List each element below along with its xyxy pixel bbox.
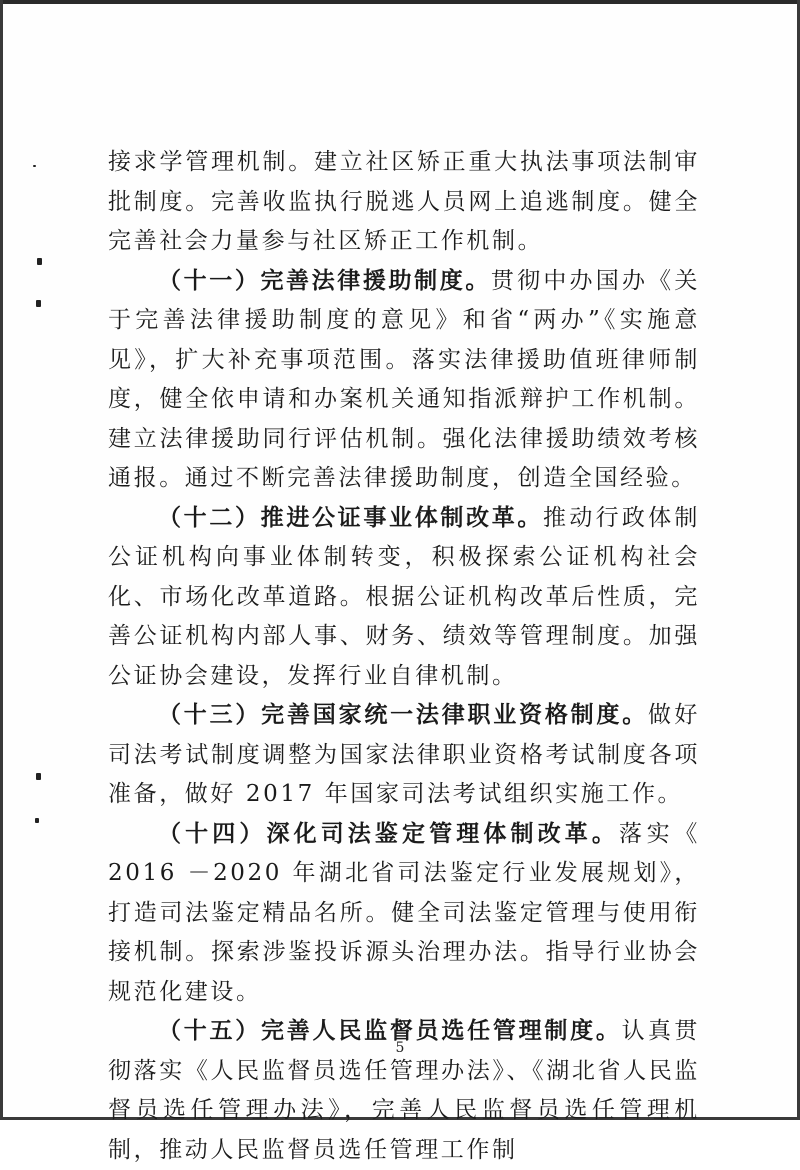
paragraph-item-12 bbox=[108, 499, 700, 697]
paragraph-text: 接求学管理机制。建立社区矫正重大执法事项法制审批制度。完善收监执行脱逃人员网上追逃制度。健全完善社会力量参与社区矫正工作机制。 bbox=[108, 149, 700, 254]
paragraph-item-11 bbox=[108, 262, 700, 499]
page-number: 5 bbox=[395, 1040, 405, 1056]
paragraph-text: 推动行政体制公证机构向事业体制转变，积极探索公证机构社会化、市场化改革道路。根据公证机构改革后性质，完善公证机构内部人事、财务、绩效等管理制度。加强公证协会建设，发挥行业自律机制。 bbox=[108, 504, 700, 689]
paragraph-continuation bbox=[108, 143, 700, 262]
paragraph-heading: （十二）推进公证事业体制改革。 bbox=[158, 504, 544, 531]
paragraph-heading: （十一）完善法律援助制度。 bbox=[158, 267, 491, 294]
paragraph-heading: （十四）深化司法鉴定管理体制改革。 bbox=[158, 820, 619, 847]
paragraph-heading: （十五）完善人民监督员选任管理制度。 bbox=[158, 1018, 622, 1044]
scan-border-top bbox=[0, 0, 800, 4]
paragraph-text: 认真贯彻落实《人民监督员选任管理办法》、《湖北省人民监督员选任管理办法》，完善人民监督员选任管理机制，推动人民监督员选任管理工作制 bbox=[108, 1018, 700, 1163]
document-body bbox=[108, 143, 700, 1170]
paragraph-text: 落实《 2016 －2020 年湖北省司法鉴定行业发展规划》，打造司法鉴定精品名所。健全司法鉴定管理与使用衔接机制。探索涉鉴投诉源头治理办法。指导行业协会规范化建设。 bbox=[108, 820, 700, 1005]
scan-speck bbox=[35, 818, 39, 823]
paragraph-text: 贯彻中办国办《关于完善法律援助制度的意见》和省“两办”《实施意见》，扩大补充事项范围。落实法律援助值班律师制度，健全依申请和办案机关通知指派辩护工作机制。建立法律援助同行评估机制。强化法律援助绩效考核通报。通过不断完善法律援助制度，创造全国经验。 bbox=[108, 267, 700, 491]
paragraph-item-14 bbox=[108, 815, 700, 1013]
paragraph-item-15 bbox=[108, 1012, 700, 1170]
scan-speck bbox=[36, 300, 41, 307]
scan-speck bbox=[33, 165, 36, 167]
paragraph-text: 做好司法考试制度调整为国家法律职业资格考试制度各项准备，做好 2017 年国家司法考试组织实施工作。 bbox=[108, 702, 701, 807]
scan-border-left bbox=[0, 0, 3, 1120]
paragraph-heading: （十三）完善国家统一法律职业资格制度。 bbox=[158, 702, 649, 728]
paragraph-item-13 bbox=[108, 696, 700, 815]
scan-speck bbox=[36, 773, 41, 780]
scan-speck bbox=[37, 258, 42, 265]
